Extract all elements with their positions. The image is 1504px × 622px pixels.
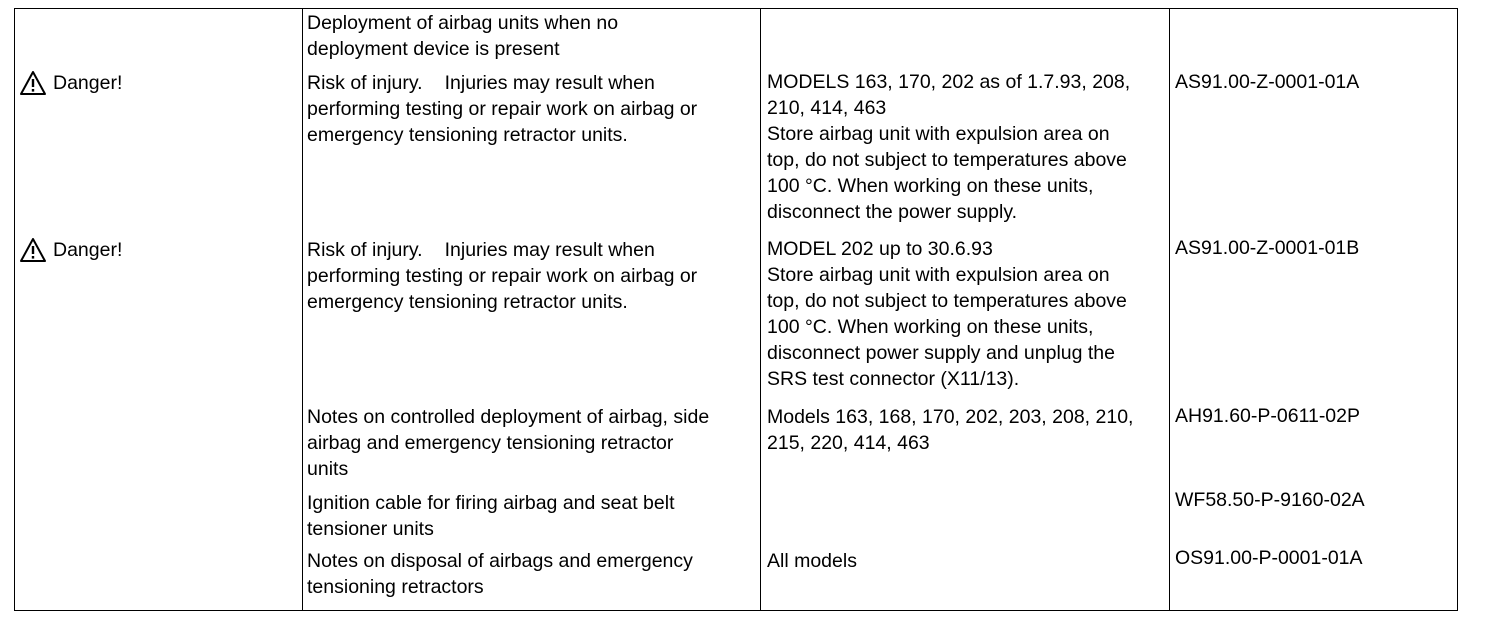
table-row-description: Ignition cable for firing airbag and seat belt tensioner units (307, 492, 675, 540)
warning-triangle-icon (19, 70, 47, 96)
table-row-applicability: All models (767, 550, 857, 572)
danger-label: Danger! (53, 72, 123, 94)
table-row-description: Risk of injury. Injuries may result when performing testing or repair work on airbag or emergency tensioning retractor units. (307, 239, 698, 313)
document-link[interactable]: AS91.00-Z-0001-01A (1175, 71, 1360, 93)
document-link[interactable]: AS91.00-Z-0001-01B (1175, 237, 1360, 259)
risk-label: Risk of injury. (307, 239, 423, 261)
table-row-applicability: MODEL 202 up to 30.6.93 Store airbag unit with expulsion area on top, do not subject to temperatures above 100 °C. When working on these units, disconnect power supply and unplug the SRS test connector (X11/13). (767, 238, 1127, 390)
document-link[interactable]: OS91.00-P-0001-01A (1175, 547, 1363, 569)
danger-warning (19, 70, 122, 96)
table-row-applicability: MODELS 163, 170, 202 as of 1.7.93, 208, 210, 414, 463 Store airbag unit with expulsion area on top, do not subject to temperatures above 100 °C. When working on these units, disconnect the power supply. (767, 71, 1131, 223)
column-divider (302, 8, 303, 611)
danger-warning (19, 237, 122, 263)
document-link[interactable]: WF58.50-P-9160-02A (1175, 489, 1365, 511)
table-row-description: Notes on disposal of airbags and emergency tensioning retractors (307, 550, 693, 598)
table-row-description: Notes on controlled deployment of airbag, side airbag and emergency tensioning retractor units (307, 406, 710, 480)
danger-label: Danger! (53, 239, 123, 261)
warning-triangle-icon (19, 237, 47, 263)
column-divider (760, 8, 761, 611)
table-row-applicability: Models 163, 168, 170, 202, 203, 208, 210, 215, 220, 414, 463 (767, 406, 1134, 454)
risk-label: Risk of injury. (307, 72, 423, 94)
table-row-description: Deployment of airbag units when no deployment device is present (307, 12, 619, 60)
document-table (14, 8, 1458, 611)
column-divider (1169, 8, 1170, 611)
document-link[interactable]: AH91.60-P-0611-02P (1175, 405, 1361, 427)
table-row-description: Risk of injury. Injuries may result when performing testing or repair work on airbag or emergency tensioning retractor units. (307, 72, 698, 146)
